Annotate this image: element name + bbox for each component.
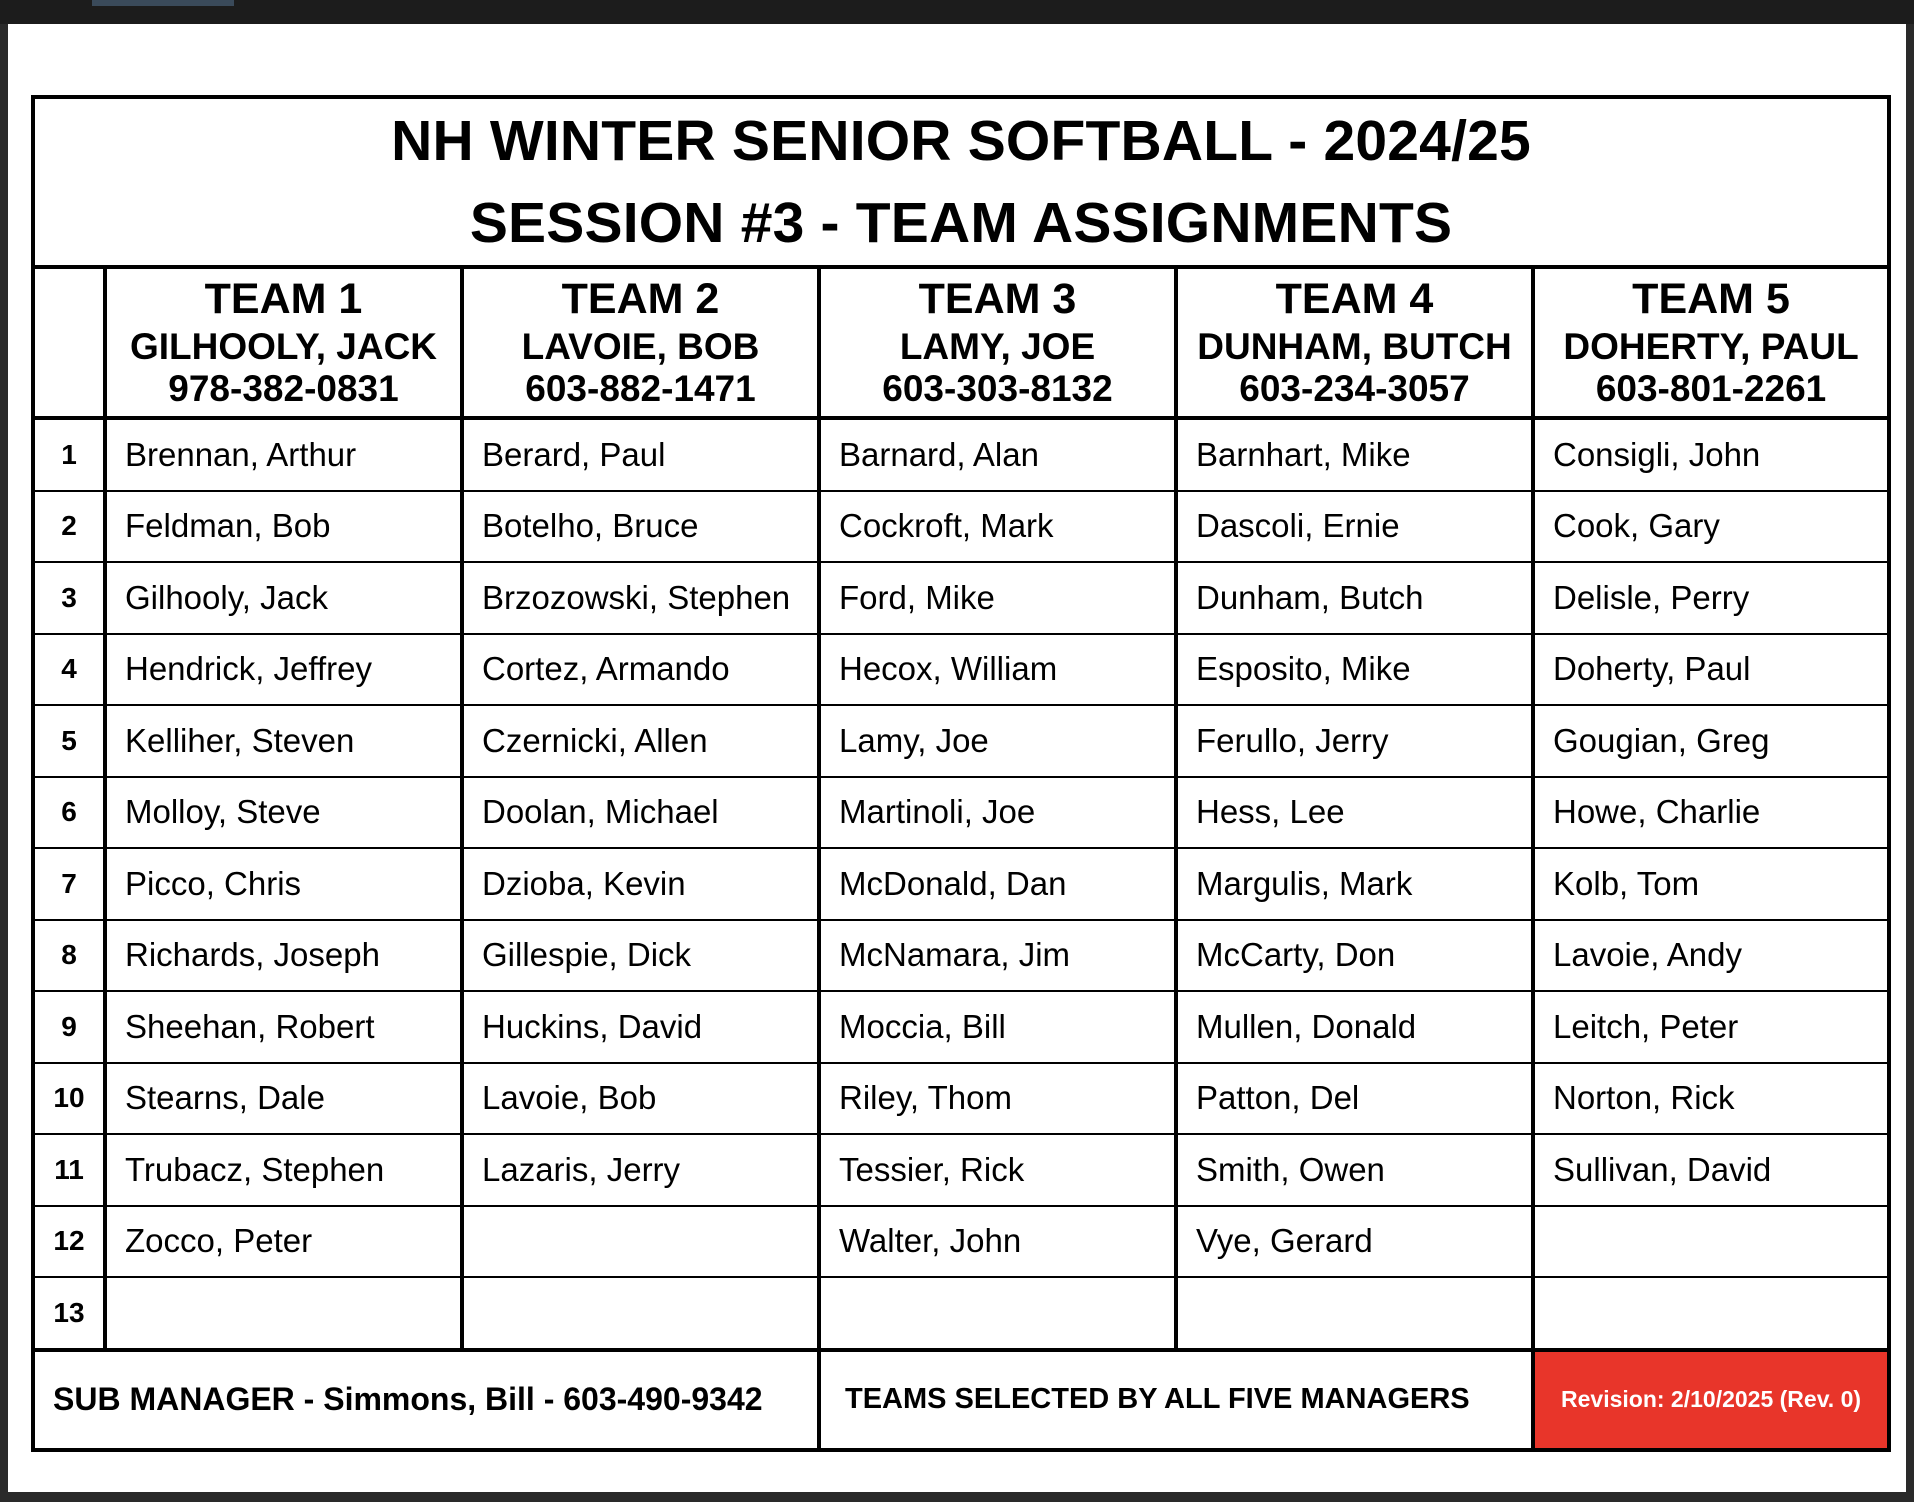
player-cell: Margulis, Mark [1176,848,1533,920]
team-4-header [1176,267,1533,418]
player-cell: Gilhooly, Jack [105,562,462,634]
table-row [33,991,1889,1063]
table-row [33,848,1889,920]
team-5-header [1533,267,1889,418]
row-number: 3 [33,562,105,634]
player-cell: Kelliher, Steven [105,705,462,777]
team-1-manager: GILHOOLY, JACK [129,326,438,367]
player-cell: Brennan, Arthur [105,418,462,491]
table-row [33,491,1889,563]
window-right-edge [1906,24,1914,1502]
window-bottom-edge [0,1492,1914,1502]
team-1-name: TEAM 1 [204,275,363,323]
table-row [33,1277,1889,1350]
team-3-name: TEAM 3 [918,275,1077,323]
player-cell: Hess, Lee [1176,777,1533,849]
player-cell: Howe, Charlie [1533,777,1889,849]
selection-note: TEAMS SELECTED BY ALL FIVE MANAGERS [819,1350,1533,1450]
table-row [33,418,1889,491]
player-cell: Lazaris, Jerry [462,1134,819,1206]
player-cell: Barnard, Alan [819,418,1176,491]
row-number: 12 [33,1206,105,1278]
player-cell [1533,1206,1889,1278]
player-cell: Czernicki, Allen [462,705,819,777]
row-number: 7 [33,848,105,920]
player-cell: Riley, Thom [819,1063,1176,1135]
table-row [33,705,1889,777]
tab-stub [92,0,234,6]
team-4-name: TEAM 4 [1275,275,1434,323]
team-2-phone: 603-882-1471 [525,368,756,409]
player-cell: Picco, Chris [105,848,462,920]
player-cell: Berard, Paul [462,418,819,491]
player-cell: Gillespie, Dick [462,920,819,992]
player-cell: Molloy, Steve [105,777,462,849]
title-block [33,97,1889,267]
player-cell [1176,1277,1533,1350]
player-cell: Martinoli, Joe [819,777,1176,849]
player-cell: Esposito, Mike [1176,634,1533,706]
player-cell: Patton, Del [1176,1063,1533,1135]
team-4-manager: DUNHAM, BUTCH [1197,326,1512,367]
row-number: 9 [33,991,105,1063]
player-cell: McNamara, Jim [819,920,1176,992]
row-number: 8 [33,920,105,992]
row-number: 4 [33,634,105,706]
player-cell: Zocco, Peter [105,1206,462,1278]
player-cell: Hecox, William [819,634,1176,706]
player-cell: Doolan, Michael [462,777,819,849]
player-cell: Walter, John [819,1206,1176,1278]
team-3-manager: LAMY, JOE [899,326,1096,367]
player-cell: Stearns, Dale [105,1063,462,1135]
player-cell: McCarty, Don [1176,920,1533,992]
table-row [33,1063,1889,1135]
table-row [33,920,1889,992]
table-row [33,1134,1889,1206]
team-5-manager: DOHERTY, PAUL [1563,326,1859,367]
team-5-phone: 603-801-2261 [1595,368,1827,409]
player-cell: Lavoie, Bob [462,1063,819,1135]
player-cell: Cortez, Armando [462,634,819,706]
player-cell [462,1206,819,1278]
player-cell: Mullen, Donald [1176,991,1533,1063]
player-cell: Tessier, Rick [819,1134,1176,1206]
team-3-header [819,267,1176,418]
player-cell: McDonald, Dan [819,848,1176,920]
player-cell: Kolb, Tom [1533,848,1889,920]
row-number: 2 [33,491,105,563]
team-header-row [33,267,1889,418]
team-4-phone: 603-234-3057 [1239,368,1470,409]
player-cell: Ford, Mike [819,562,1176,634]
player-cell: Norton, Rick [1533,1063,1889,1135]
team-assignments-table [31,95,1891,1452]
table-row [33,777,1889,849]
player-cell: Hendrick, Jeffrey [105,634,462,706]
team-1-phone: 978-382-0831 [168,368,399,409]
player-cell: Lavoie, Andy [1533,920,1889,992]
player-cell: Smith, Owen [1176,1134,1533,1206]
player-cell: Huckins, David [462,991,819,1063]
player-cell: Ferullo, Jerry [1176,705,1533,777]
team-2-name: TEAM 2 [561,275,720,323]
sub-manager-note: SUB MANAGER - Simmons, Bill - 603-490-9342 [33,1350,819,1450]
row-number: 10 [33,1063,105,1135]
player-cell: Consigli, John [1533,418,1889,491]
player-cell: Cockroft, Mark [819,491,1176,563]
team-1-header [105,267,462,418]
team-2-manager: LAVOIE, BOB [521,326,760,367]
row-number: 1 [33,418,105,491]
player-cell [1533,1277,1889,1350]
player-cell: Lamy, Joe [819,705,1176,777]
player-cell: Barnhart, Mike [1176,418,1533,491]
player-cell: Doherty, Paul [1533,634,1889,706]
window-left-edge [0,24,8,1502]
player-cell: Richards, Joseph [105,920,462,992]
row-number: 13 [33,1277,105,1350]
player-cell: Vye, Gerard [1176,1206,1533,1278]
player-cell: Cook, Gary [1533,491,1889,563]
row-number: 6 [33,777,105,849]
header-corner-cell [33,267,105,418]
player-cell: Moccia, Bill [819,991,1176,1063]
player-cell: Sheehan, Robert [105,991,462,1063]
player-cell: Gougian, Greg [1533,705,1889,777]
player-cell [105,1277,462,1350]
row-number: 11 [33,1134,105,1206]
player-cell: Dunham, Butch [1176,562,1533,634]
team-3-phone: 603-303-8132 [882,368,1113,409]
window-top-bar [0,0,1914,24]
table-row [33,1206,1889,1278]
player-cell: Brzozowski, Stephen [462,562,819,634]
player-cell [819,1277,1176,1350]
table-row [33,562,1889,634]
title-line-2: SESSION #3 - TEAM ASSIGNMENTS [469,191,1453,255]
player-cell [462,1277,819,1350]
player-cell: Delisle, Perry [1533,562,1889,634]
player-cell: Botelho, Bruce [462,491,819,563]
revision-badge: Revision: 2/10/2025 (Rev. 0) [1533,1350,1889,1450]
player-cell: Dascoli, Ernie [1176,491,1533,563]
player-cell: Sullivan, David [1533,1134,1889,1206]
player-cell: Trubacz, Stephen [105,1134,462,1206]
team-2-header [462,267,819,418]
row-number: 5 [33,705,105,777]
player-cell: Leitch, Peter [1533,991,1889,1063]
footer-row [33,1350,1889,1450]
title-line-1: NH WINTER SENIOR SOFTBALL - 2024/25 [391,109,1531,173]
team-5-name: TEAM 5 [1632,275,1790,323]
player-cell: Dzioba, Kevin [462,848,819,920]
player-cell: Feldman, Bob [105,491,462,563]
table-row [33,634,1889,706]
